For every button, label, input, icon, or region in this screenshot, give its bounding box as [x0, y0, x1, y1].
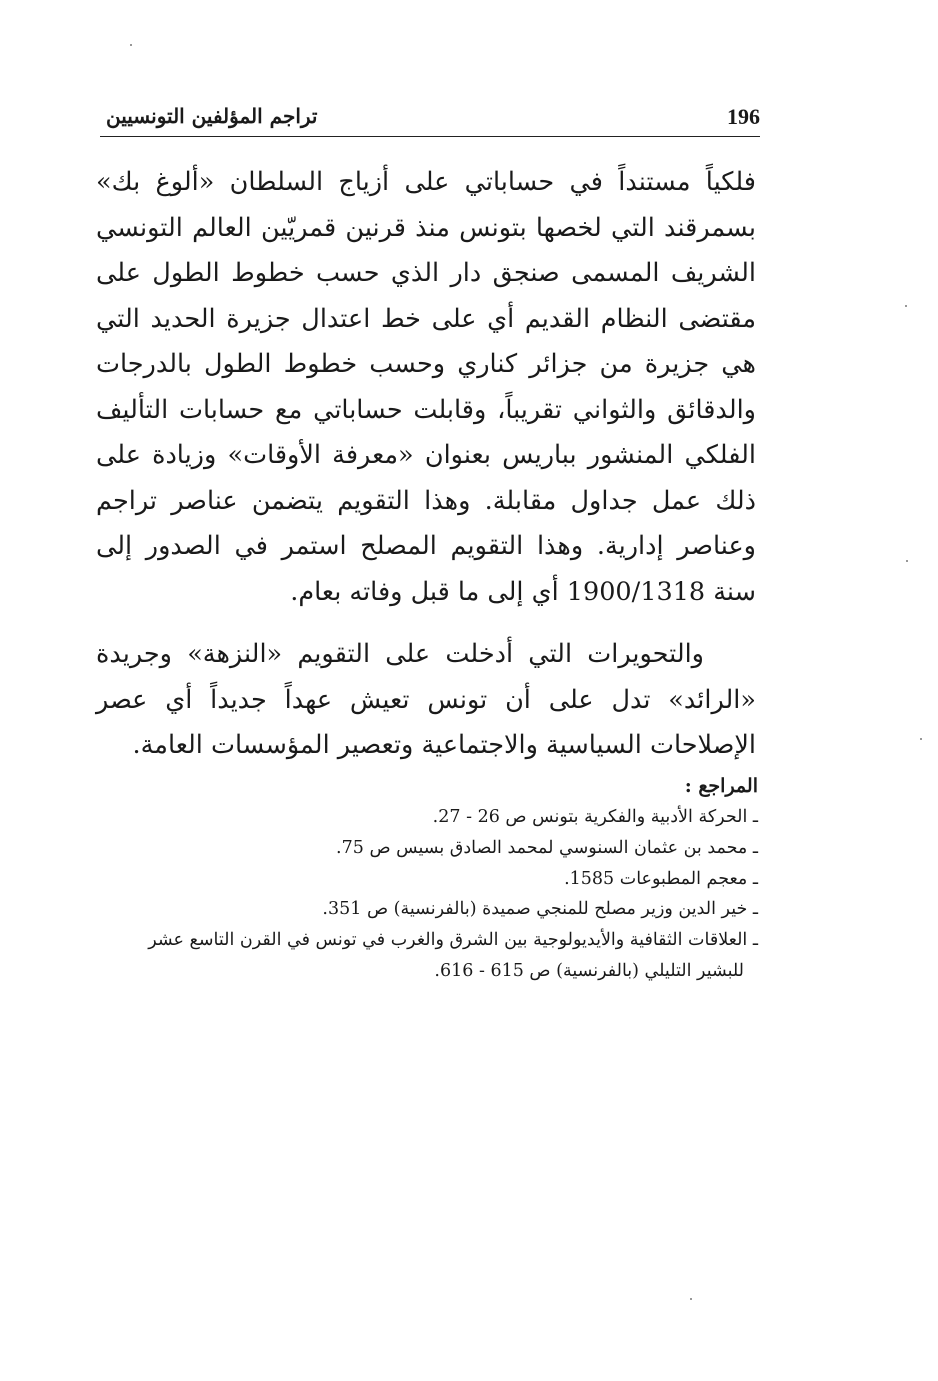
reference-item: ـ الحركة الأدبية والفكرية بتونس ص 26 - 27.	[432, 807, 758, 827]
reference-item: ـ العلاقات الثقافية والأيديولوجية بين الشرق والغرب في تونس في القرن التاسع عشر للبشير التليلي (بالفرنسية) ص 615 - 616.	[148, 930, 758, 981]
scan-speck	[905, 305, 907, 307]
reference-item: ـ معجم المطبوعات 1585.	[564, 868, 758, 889]
scan-speck	[906, 560, 908, 562]
references-list	[96, 802, 758, 987]
paragraph: فلكياً مستنداً في حساباتي على أزياج السلطان «ألوغ بك» بسمرقند التي لخصها بتونس منذ قرنين قمريّين العالم التونسي الشريف المسمى صنجق دار الذي حسب خطوط الطول على مقتضى النظام القديم أي على خط اعتدال جزيرة الحديد التي هي جزيرة من جزائر كناري وحسب خطوط الطول بالدرجات والدقائق والثواني تقريباً، وقابلت حساباتي مع حسابات التأليف الفلكي المنشور بباريس بعنوان «معرفة الأوقات» وزيادة على ذلك عمل جداول مقابلة. وهذا التقويم يتضمن عناصر تراجم وعناصر إدارية. وهذا التقويم المصلح استمر في الصدور إلى سنة 1900/1318 أي إلى ما قبل وفاته بعام.	[96, 167, 756, 607]
running-title: تراجم المؤلفين التونسيين	[106, 104, 318, 128]
scan-speck	[690, 1298, 692, 1300]
references-section	[96, 770, 758, 987]
scan-speck	[130, 44, 132, 46]
scan-speck	[920, 738, 922, 740]
reference-item: ـ خير الدين وزير مصلح للمنجي صميدة (بالفرنسية) ص 351.	[322, 899, 758, 920]
reference-item: ـ محمد بن عثمان السنوسي لمحمد الصادق بسيس ص 75.	[336, 837, 758, 858]
main-text	[96, 160, 756, 769]
paragraph: والتحويرات التي أدخلت على التقويم «النزهة» وجريدة «الرائد» تدل على أن تونس تعيش عهداً جديداً أي عصر الإصلاحات السياسية والاجتماعية وتعصير المؤسسات العامة.	[96, 639, 756, 760]
page-header	[100, 100, 760, 137]
page-number: 196	[727, 104, 760, 129]
references-heading: المراجع :	[684, 775, 758, 797]
